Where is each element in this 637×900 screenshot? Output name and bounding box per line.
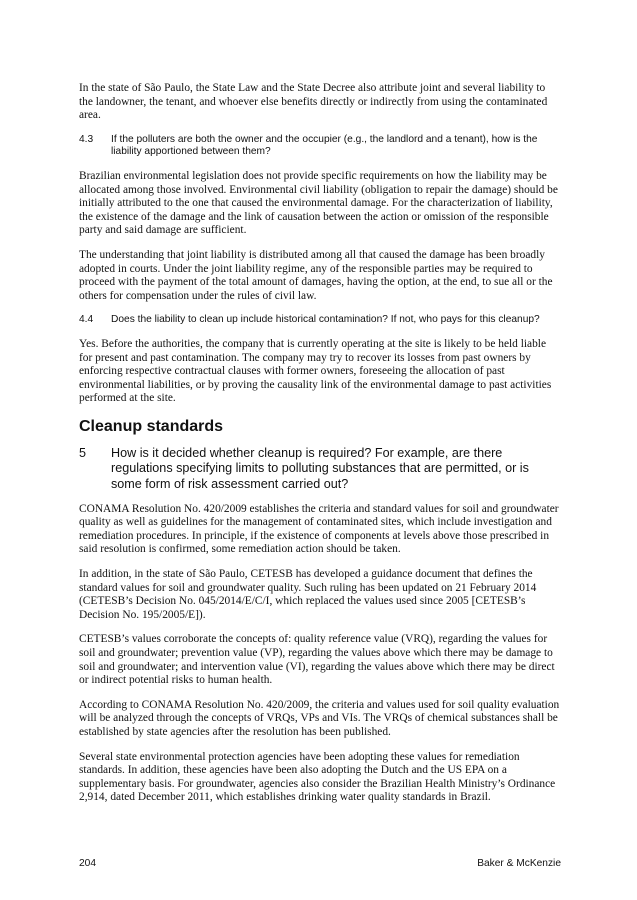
page-number: 204 — [79, 858, 96, 869]
question-number: 4.3 — [79, 133, 94, 145]
question-text: If the polluters are both the owner and the occupier (e.g., the landlord and a tenant), how is the liability apportioned between them? — [111, 133, 538, 158]
paragraph-cetesb-guidance: In addition, in the state of São Paulo, CETESB has developed a guidance document that defines the standard values for soil and groundwater quality. Such ruling has been updated on 21 February 2014 (CETESB’s Decision No. 045/2014/E/C/I, which replaced the values used since 2005 [CETESB’s Decision No. 195/2005/E]). — [79, 568, 537, 621]
section-heading: Cleanup standards — [79, 417, 224, 435]
publisher-name: Baker & McKenzie — [477, 858, 561, 869]
question-text: Does the liability to clean up include historical contamination? If not, who pays for this cleanup? — [111, 314, 540, 326]
question-text: How is it decided whether cleanup is required? For example, are there regulations specifying limits to polluting substances that are permitted, or is some form of risk assessment carried out? — [111, 445, 529, 492]
paragraph-soil-quality-evaluation: According to CONAMA Resolution No. 420/2009, the criteria and values used for soil quality evaluation will be analyzed through the concepts of VRQs, VPs and VIs. The VRQs of chemical substances shall be established by state agencies after the resolution has been published. — [79, 698, 560, 738]
paragraph-joint-liability-sao-paulo: In the state of São Paulo, the State Law and the State Decree also attribute joint and several liability to the landowner, the tenant, and whoever else benefits directly or indirectly from using the contaminated area. — [79, 82, 548, 122]
paragraph-historical-contamination: Yes. Before the authorities, the company that is currently operating at the site is likely to be held liable for present and past contamination. The company may try to recover its losses from past owners by enforcing respective contractual clauses with former owners, foreseeing the allocation of past environmental liabilities, or by proving the causality link of the environmental damage to past activities performed at the site. — [79, 337, 552, 405]
page-footer — [79, 858, 561, 869]
page-content — [79, 82, 561, 816]
question-5 — [79, 446, 561, 493]
paragraph-state-agencies: Several state environmental protection agencies have been adopting these values for remediation standards. In addition, these agencies have been also adopting the Dutch and the US EPA on a supplementary basis. For groundwater, agencies also consider the Brazilian Health Ministry’s Ordinance 2,914, dated December 2011, which establishes drinking water quality standards in Brazil. — [79, 750, 556, 804]
question-4-3 — [79, 134, 561, 159]
paragraph-cetesb-values: CETESB’s values corroborate the concepts of: quality reference value (VRQ), regarding the values for soil and groundwater; prevention value (VP), regarding the values above which there may be damage to soil and groundwater; and intervention value (VI), regarding the values above which there may be direct or indirect potential risks to human health. — [79, 633, 555, 687]
question-4-4 — [79, 314, 561, 327]
paragraph-liability-allocation: Brazilian environmental legislation does not provide specific requirements on how the liability may be allocated among those involved. Environmental civil liability (obligation to repair the damage) should be initially attributed to the one that caused the environmental damage. For the characterization of liability, the existence of the damage and the link of causation between the action or omission of the responsible party and said damage are sufficient. — [79, 169, 558, 237]
question-number: 4.4 — [79, 314, 94, 326]
question-number: 5 — [79, 445, 87, 460]
paragraph-joint-liability-courts: The understanding that joint liability is distributed among all that caused the damage has been broadly adopted in courts. Under the joint liability regime, any of the responsible parties may be required to proceed with the payment of the total amount of damages, having the option, at the end, to sue all or the others for compensation under the rules of civil law. — [79, 248, 553, 302]
paragraph-conama-resolution: CONAMA Resolution No. 420/2009 establishes the criteria and standard values for soil and groundwater quality as well as guidelines for the management of contaminated sites, which include investigation and remediation procedures. In principle, if the existence of components at levels above those prescribed in said resolution is confirmed, some remediation action should be taken. — [79, 502, 559, 556]
